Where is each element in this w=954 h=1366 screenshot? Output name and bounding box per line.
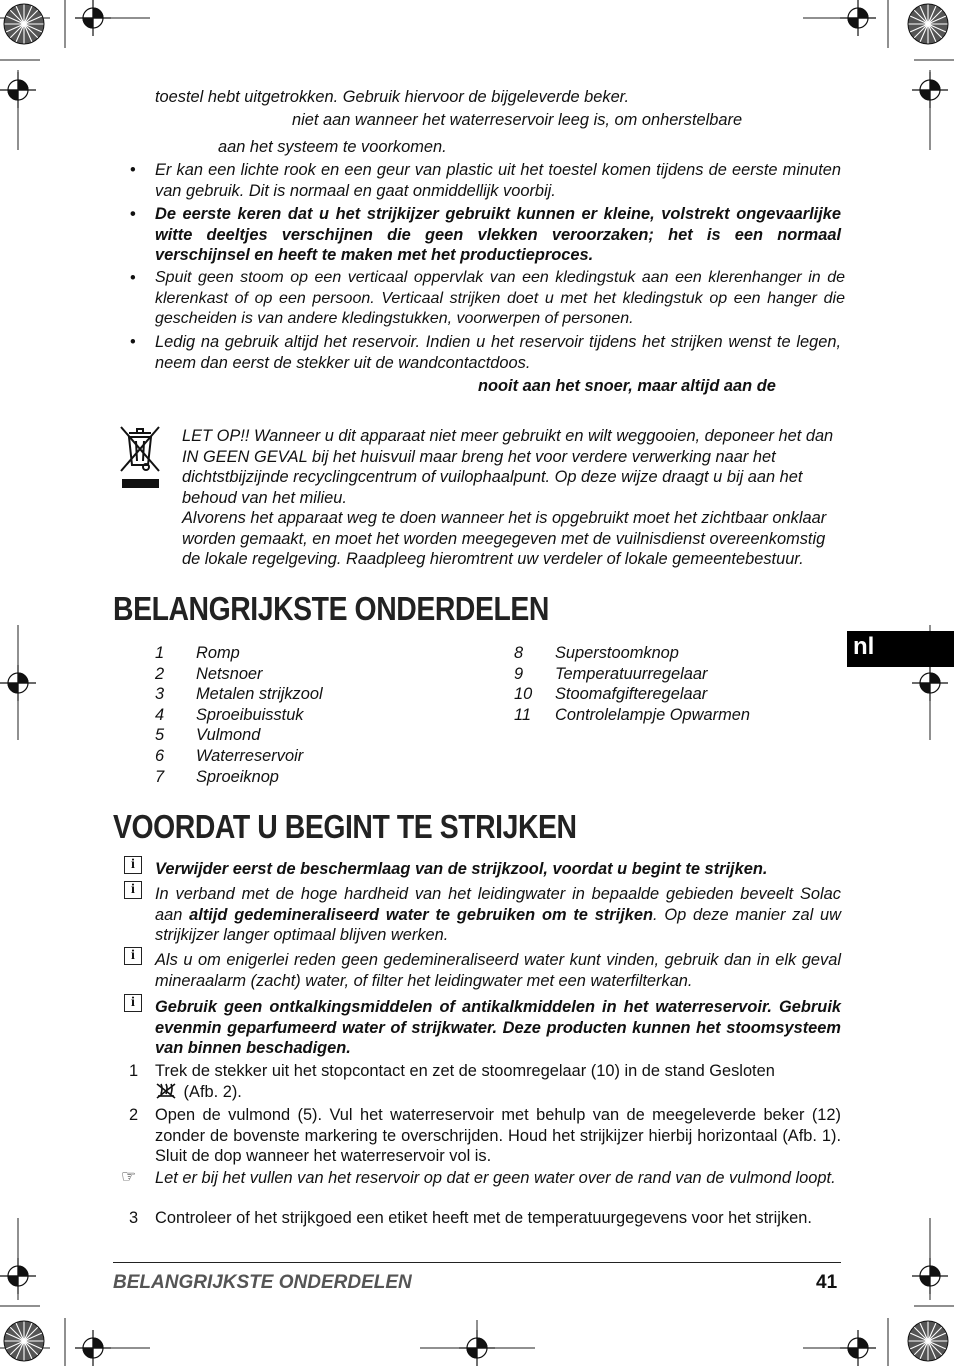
step-2: Open de vulmond (5). Vul het waterreservoir met behulp van de meegeleverde beker (12) zonder de bovenste markering te overschrijden. Houd het strijkijzer hierbij horizontaal (Afb. 1). Sluit de dop wanneer het waterreservoir vol is.: [155, 1106, 841, 1166]
part-number: 2: [155, 665, 165, 683]
step-number: 3: [129, 1209, 139, 1227]
step-1: [155, 1061, 845, 1102]
part-number: 3: [155, 685, 165, 703]
bullet-tail: nooit aan het snoer, maar altijd aan de: [478, 377, 776, 395]
bullet-symbol: •: [130, 333, 136, 351]
info-note-2-text-a: In verband met de hoge hardheid van het leidingwater in bepaalde gebieden beveelt Solac aan: [155, 885, 841, 924]
info-note-4: Gebruik geen ontkalkingsmiddelen of antikalkmiddelen in het waterreservoir. Gebruik evenmin geparfumeerd water of strijkwater. Deze producten kunnen het stoomsysteem van binnen beschadigen.: [155, 998, 841, 1058]
info-icon: i: [124, 947, 142, 965]
part-name: Romp: [196, 644, 240, 662]
weee-paragraph-1: LET OP!! Wanneer u dit apparaat niet meer gebruikt en wilt weggooien, deponeer het dan IN GEEN GEVAL bij het huisvuil maar breng het voor verdere verwerking naar het dichtstbijzijnde recyclingcentrum of vuilophaalpunt. Op deze wijze draagt u bij aan het behoud van het milieu.: [182, 427, 834, 507]
part-number: 7: [155, 768, 165, 786]
part-number: 8: [514, 644, 524, 662]
bullet-item: De eerste keren dat u het strijkijzer gebruikt kunnen er kleine, volstrekt ongevaarlijke witte deeltjes verschijnen die geen vlekken veroorzaken; het is een normaal verschijnsel en heeft te maken met het productieproces.: [155, 205, 841, 265]
part-name: Metalen strijkzool: [196, 685, 323, 703]
part-name: Netsnoer: [196, 665, 263, 683]
part-number: 4: [155, 706, 165, 724]
part-name: Temperatuurregelaar: [555, 665, 708, 683]
section-title-parts: BELANGRIJKSTE ONDERDELEN: [113, 590, 549, 627]
part-number: 1: [155, 644, 165, 662]
info-icon: i: [124, 856, 142, 874]
info-icon: i: [124, 881, 142, 899]
intro-line-3: aan het systeem te voorkomen.: [218, 138, 447, 156]
section-title-before-ironing: VOORDAT U BEGINT TE STRIJKEN: [113, 808, 577, 845]
step-number: 1: [129, 1062, 139, 1080]
pointing-hand-icon: ☞: [121, 1167, 137, 1186]
note: Let er bij het vullen van het reservoir op dat er geen water over de rand van de vulmond loopt.: [155, 1169, 836, 1187]
part-name: Controlelampje Opwarmen: [555, 706, 750, 724]
info-icon: i: [124, 994, 142, 1012]
footer-divider: [113, 1262, 841, 1263]
info-note-2-text-b: altijd gedemineraliseerd water te gebruiken om te strijken: [189, 905, 654, 924]
info-note-2: [155, 884, 841, 946]
intro-line-1: toestel hebt uitgetrokken. Gebruik hiervoor de bijgeleverde beker.: [155, 88, 630, 106]
part-number: 9: [514, 665, 524, 683]
step-number: 2: [129, 1106, 139, 1124]
info-note-3: Als u om enigerlei reden geen gedemineraliseerd water kunt vinden, gebruik dan in elk geval mineraalarm (zacht) water, of filter het leidingwater met een waterfilterkan.: [155, 951, 841, 990]
bullet-symbol: •: [130, 205, 136, 223]
intro-line-2: niet aan wanneer het waterreservoir leeg is, om onherstelbare: [292, 111, 743, 129]
bullet-symbol: •: [130, 161, 136, 179]
info-note-2-text-c: . Op deze manier zal uw strijkijzer langer optimaal blijven werken.: [155, 905, 841, 945]
part-name: Superstoomknop: [555, 644, 679, 662]
footer-section-title: BELANGRIJKSTE ONDERDELEN: [113, 1272, 412, 1293]
info-note-1: Verwijder eerst de beschermlaag van de strijkzool, voordat u begint te strijken.: [155, 860, 768, 878]
part-number: 10: [514, 685, 533, 703]
bullet-item: Ledig na gebruik altijd het reservoir. Indien u het reservoir tijdens het strijken wenst te legen, neem dan eerst de stekker uit de wandcontactdoos.: [155, 333, 841, 372]
step-1-text: Trek de stekker uit het stopcontact en zet de stoomregelaar (10) in de stand Gesloten: [155, 1062, 775, 1080]
step-3: Controleer of het strijkgoed een etiket heeft met de temperatuurgegevens voor het strijken.: [155, 1209, 812, 1227]
bullet-item: Spuit geen stoom op een verticaal oppervlak van een kledingstuk aan een klerenhanger in de klerenkast of op een persoon. Verticaal strijken doet u met het kledingstuk op een hanger die gescheiden is van andere kledingstukken, voorwerpen of personen.: [155, 269, 845, 328]
language-tab: nl: [847, 631, 954, 667]
part-number: 5: [155, 726, 165, 744]
crossed-bin-icon: [117, 425, 165, 491]
part-number: 11: [514, 706, 532, 724]
part-name: Vulmond: [196, 726, 261, 744]
weee-paragraph-2: Alvorens het apparaat weg te doen wanneer het is opgebruikt moet het zichtbaar onklaar worden gemaakt, en moet het worden meegegeven met de vuilnisdienst overeenkomstig de lokale regelgeving. Raadpleeg hieromtrent uw verdeler of lokale gemeentebestuur.: [182, 509, 827, 569]
page-number: 41: [816, 1272, 838, 1293]
step-1-fig: (Afb. 2).: [179, 1082, 242, 1101]
steam-closed-icon: [155, 1082, 179, 1103]
part-name: Stoomafgifteregelaar: [555, 685, 708, 703]
part-name: Waterreservoir: [196, 747, 304, 765]
part-name: Sproeiknop: [196, 768, 279, 786]
bullet-symbol: •: [130, 269, 136, 287]
part-number: 6: [155, 747, 165, 765]
part-name: Sproeibuisstuk: [196, 706, 304, 724]
bullet-item: Er kan een lichte rook en een geur van plastic uit het toestel komen tijdens de eerste minuten van gebruik. Dit is normaal en gaat onmiddellijk voorbij.: [155, 161, 841, 200]
